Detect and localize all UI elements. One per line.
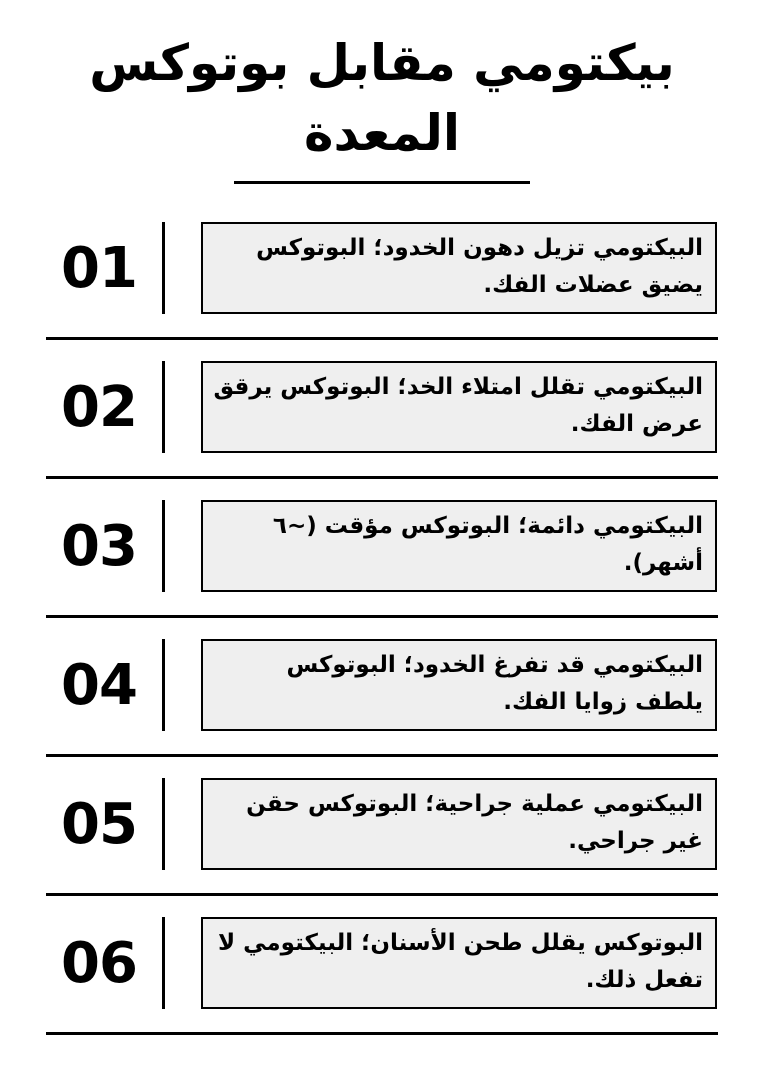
vertical-divider [162, 917, 165, 1009]
item-number: 03 [61, 513, 137, 579]
item-text-box: البيكتومي تقلل امتلاء الخد؛ البوتوكس يرقق عرض الفك. [201, 361, 717, 453]
comparison-row [0, 778, 764, 917]
item-text-box: البيكتومي عملية جراحية؛ البوتوكس حقن غير جراحي. [201, 778, 717, 870]
comparison-row [0, 222, 764, 361]
vertical-divider [162, 222, 165, 314]
comparison-row [0, 500, 764, 639]
row-divider [46, 476, 718, 479]
item-text-box: البيكتومي دائمة؛ البوتوكس مؤقت (~٦ أشهر). [201, 500, 717, 592]
comparison-row [0, 361, 764, 500]
item-number: 05 [61, 791, 137, 857]
item-text-box: البوتوكس يقلل طحن الأسنان؛ البيكتومي لا تفعل ذلك. [201, 917, 717, 1009]
comparison-row [0, 917, 764, 1056]
row-divider [46, 754, 718, 757]
vertical-divider [162, 361, 165, 453]
row-divider [46, 615, 718, 618]
comparison-row [0, 639, 764, 778]
title-underline [234, 181, 530, 184]
item-text-box: البيكتومي تزيل دهون الخدود؛ البوتوكس يضيق عضلات الفك. [201, 222, 717, 314]
item-number: 06 [61, 930, 137, 996]
item-number: 01 [61, 235, 137, 301]
vertical-divider [162, 778, 165, 870]
item-text-box: البيكتومي قد تفرغ الخدود؛ البوتوكس يلطف زوايا الفك. [201, 639, 717, 731]
vertical-divider [162, 500, 165, 592]
item-number: 02 [61, 374, 137, 440]
row-divider [46, 893, 718, 896]
page-title: بيكتومي مقابل بوتوكس المعدة [89, 34, 675, 162]
vertical-divider [162, 639, 165, 731]
row-divider [46, 337, 718, 340]
item-number: 04 [61, 652, 137, 718]
row-divider [46, 1032, 718, 1035]
